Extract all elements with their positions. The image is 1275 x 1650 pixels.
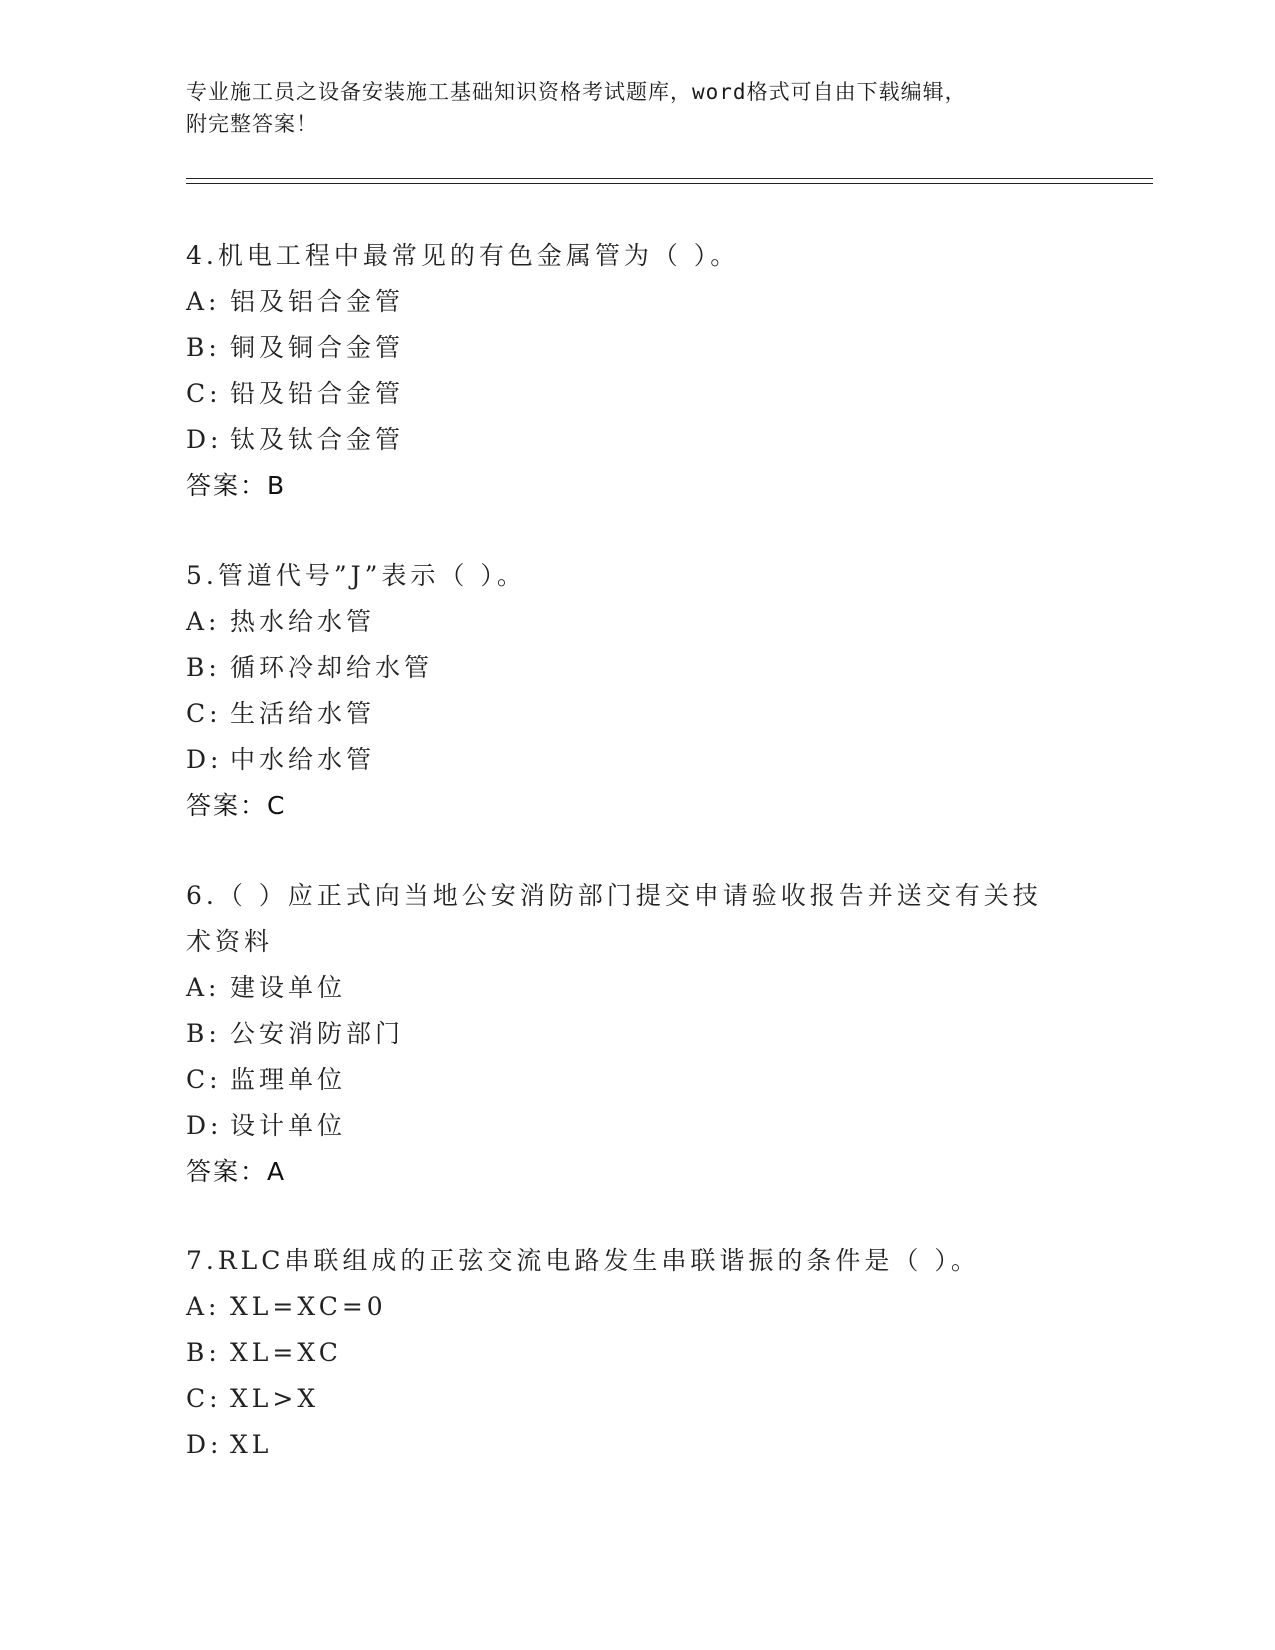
option-letter: B: bbox=[186, 653, 221, 682]
option-text: 监理单位 bbox=[230, 1065, 347, 1094]
question-6 bbox=[186, 873, 1086, 1195]
option-c bbox=[186, 1057, 1086, 1103]
option-text: XL bbox=[230, 1430, 273, 1459]
option-a bbox=[186, 599, 1086, 645]
question-5 bbox=[186, 553, 1086, 829]
option-d bbox=[186, 1422, 1086, 1468]
header-divider-bottom bbox=[186, 183, 1153, 184]
option-text: XL=XC bbox=[230, 1338, 342, 1367]
option-c bbox=[186, 691, 1086, 737]
option-c bbox=[186, 1376, 1086, 1422]
option-text: XL=XC=0 bbox=[230, 1292, 387, 1321]
option-text: 铝及铝合金管 bbox=[230, 287, 405, 316]
option-letter: D: bbox=[186, 1430, 223, 1459]
option-d bbox=[186, 417, 1086, 463]
option-letter: D: bbox=[186, 425, 223, 454]
option-letter: B: bbox=[186, 1338, 221, 1367]
option-text: 铜及铜合金管 bbox=[230, 333, 405, 362]
option-text: 铅及铅合金管 bbox=[230, 379, 405, 408]
document-header bbox=[186, 76, 1066, 140]
option-text: 钛及钛合金管 bbox=[230, 425, 405, 454]
question-stem: 7.RLC串联组成的正弦交流电路发生串联谐振的条件是（ ）。 bbox=[186, 1246, 980, 1275]
header-line-1: 专业施工员之设备安装施工基础知识资格考试题库，word格式可自由下载编辑， bbox=[186, 80, 967, 104]
option-b bbox=[186, 645, 1086, 691]
option-c bbox=[186, 371, 1086, 417]
answer-line: 答案：A bbox=[186, 1157, 287, 1186]
option-letter: C: bbox=[186, 1384, 222, 1413]
option-letter: D: bbox=[186, 745, 223, 774]
option-letter: D: bbox=[186, 1111, 223, 1140]
option-a bbox=[186, 1284, 1086, 1330]
option-d bbox=[186, 737, 1086, 783]
option-text: 设计单位 bbox=[230, 1111, 347, 1140]
option-text: 公安消防部门 bbox=[230, 1019, 405, 1048]
option-letter: A: bbox=[186, 607, 221, 636]
option-letter: B: bbox=[186, 333, 221, 362]
question-stem: 6.（ ）应正式向当地公安消防部门提交申请验收报告并送交有关技术资料 bbox=[186, 881, 1042, 956]
option-b bbox=[186, 325, 1086, 371]
option-letter: C: bbox=[186, 699, 222, 728]
option-text: 建设单位 bbox=[230, 973, 347, 1002]
option-b bbox=[186, 1330, 1086, 1376]
answer-line: 答案：C bbox=[186, 791, 287, 820]
option-letter: C: bbox=[186, 379, 222, 408]
question-stem: 4.机电工程中最常见的有色金属管为（ ）。 bbox=[186, 241, 740, 270]
option-letter: C: bbox=[186, 1065, 222, 1094]
answer-line: 答案：B bbox=[186, 471, 287, 500]
option-text: 生活给水管 bbox=[230, 699, 376, 728]
option-letter: A: bbox=[186, 973, 221, 1002]
question-7 bbox=[186, 1238, 1086, 1468]
header-line-2: 附完整答案！ bbox=[186, 112, 318, 136]
option-letter: B: bbox=[186, 1019, 221, 1048]
option-b bbox=[186, 1011, 1086, 1057]
option-a bbox=[186, 279, 1086, 325]
question-4 bbox=[186, 233, 1086, 509]
option-letter: A: bbox=[186, 287, 221, 316]
option-text: XL>X bbox=[230, 1384, 320, 1413]
option-text: 中水给水管 bbox=[230, 745, 376, 774]
option-d bbox=[186, 1103, 1086, 1149]
option-text: 热水给水管 bbox=[230, 607, 376, 636]
header-divider-top bbox=[186, 178, 1153, 179]
option-text: 循环冷却给水管 bbox=[230, 653, 434, 682]
option-letter: A: bbox=[186, 1292, 221, 1321]
question-stem: 5.管道代号”J”表示（ ）。 bbox=[186, 561, 526, 590]
option-a bbox=[186, 965, 1086, 1011]
